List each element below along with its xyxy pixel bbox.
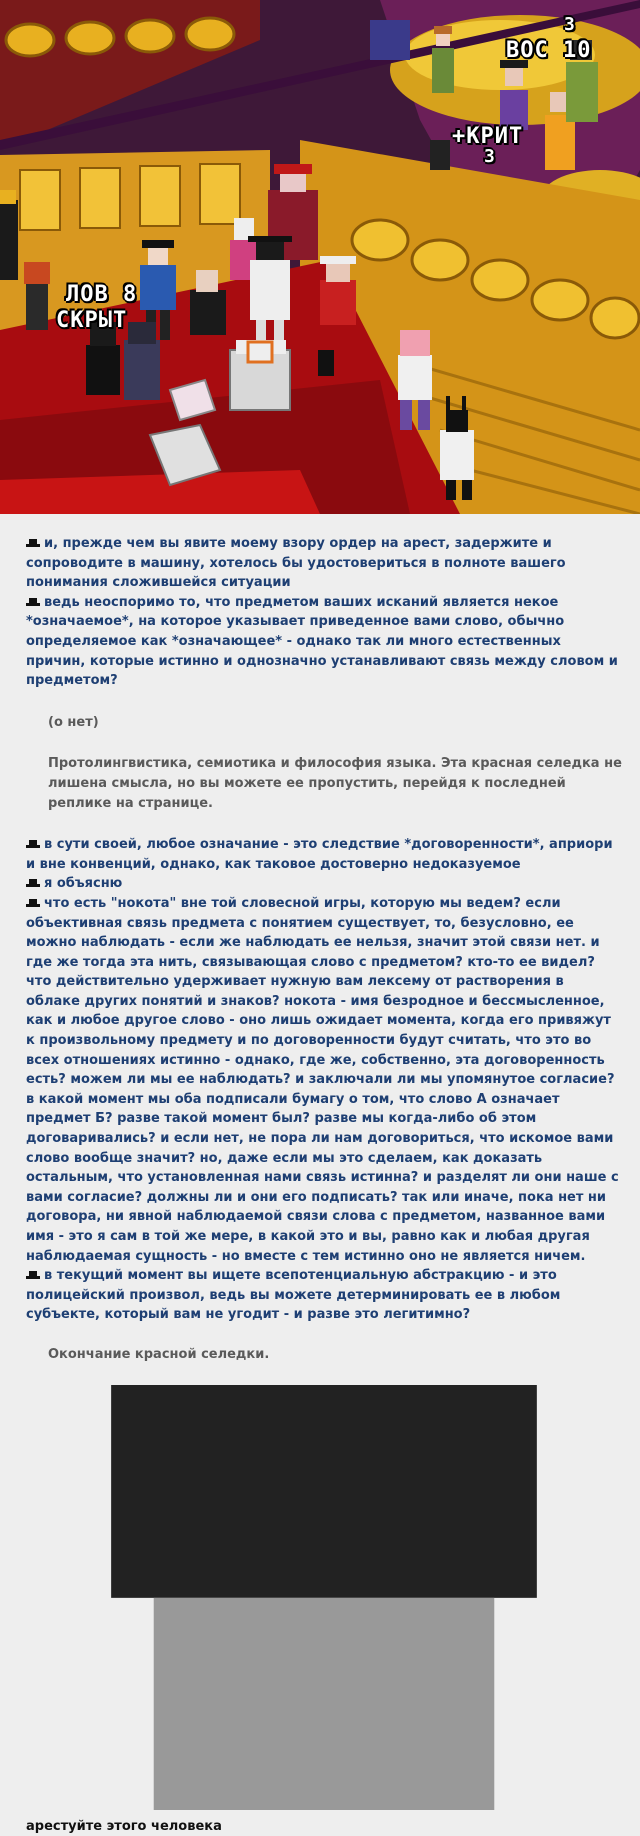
dialogue-line — [26, 874, 622, 894]
dialogue-text: что есть "нокота" вне той словесной игры, которую мы ведем? если объективная связь предмета с понятием существует, то, безусловно, ее можно наблюдать - если же наблюдать ее нельзя, значит этой связи нет. и где же тогда эта нить, связывающая слово с предметом? кто-то ее видел? что действительно удерживает нужную вам лексему от растворения в облаке других понятий и знаков? нокота - имя безродное и бессмысленное, как и любое другое слово - оно лишь ожидает момента, когда его привяжут к произвольному предмету и по договоренности будут считать, что это во всех отношениях истинно - однако, где же, собственно, эта договоренность есть? можем ли мы ее наблюдать? и заключали ли мы упомянутое согласие? в какой момент мы оба подписали бумагу о том, что слово А означает предмет Б? разве такой момент был? разве мы когда-либо об этом договаривались? и если нет, не пора ли нам договориться, что искомое вами слово вообще значит? но, даже если мы это сделаем, как доказать остальным, что установленная нами связь истинна? и разделят ли они наше с вами согласие? должны ли и они его подписать? так или иначе, пока нет ни договора, ни явной наблюдаемой связи слова с предметом, названное вами имя - это я сам в той же мере, в какой это и вы, равно как и любая другая наблюдаемая сущность - но вместе с тем истинно оно не является ничем. — [26, 895, 619, 1264]
dialogue-text: я объясню — [44, 876, 123, 892]
dialogue-text: в текущий момент вы ищете всепотенциальную абстракцию - и это полицейский произвол, ведь вы можете детерминировать ее в любом субъекте, который вам не угодит - и разве это легитимно? — [26, 1268, 561, 1323]
dialogue-line — [26, 593, 622, 691]
dialogue-line-final — [26, 1385, 622, 1836]
fedora-icon — [26, 898, 40, 908]
narration-line: Протолингвистика, семиотика и философия языка. Эта красная селедка не лишена смысла, но вы можете ее пропустить, перейдя к последней реплике на странице. — [48, 756, 622, 811]
dialogue-line — [26, 1266, 622, 1325]
dialogue-text: ведь неоспоримо то, что предметом ваших исканий является некое *означаемое*, на которое указывает приведенное вами слово, обычно определяемое как *означающее* - однако так ли много естественных причин, которые истинно и однозначно устанавливают связь между словом и предметом? — [26, 594, 618, 689]
fedora-icon — [26, 878, 40, 888]
fedora-icon — [26, 1270, 40, 1280]
dialogue-text: арестуйте этого человека — [26, 1818, 222, 1834]
hud-krit-bonus: +КРИТ — [452, 124, 524, 149]
dialogue-text: и, прежде чем вы явите моему взору ордер на арест, задержите и сопроводите в машину, хотелось бы удостовериться в полноте вашего понимания сложившейся ситуации — [26, 536, 566, 591]
hud-boc-stat: ВОС 10 — [506, 38, 592, 63]
fedora-icon — [26, 597, 40, 607]
scene-illustration — [0, 0, 640, 514]
dialogue-line — [26, 534, 622, 593]
fedora-icon — [26, 839, 40, 849]
fedora-icon — [26, 538, 40, 548]
hud-lov-stat: ЛОВ 8 — [66, 282, 138, 307]
hud-skryt-label: СКРЫТ — [56, 308, 128, 333]
dialogue-line — [26, 835, 622, 874]
narration-line: (о нет) — [48, 714, 99, 730]
hud-number-top: 3 — [564, 14, 576, 35]
speaker-face-icon — [26, 1385, 622, 1811]
game-scene — [0, 0, 640, 514]
dialogue-line — [26, 894, 622, 1266]
narration-line: Окончание красной селедки. — [48, 1346, 270, 1362]
dialogue-text: в сути своей, любое означание - это следствие *договоренности*, априори и вне конвенций, однако, как таковое достоверно недоказуемое — [26, 837, 613, 872]
hud-number-mid: 3 — [484, 146, 496, 167]
dialogue-log — [0, 514, 640, 1834]
